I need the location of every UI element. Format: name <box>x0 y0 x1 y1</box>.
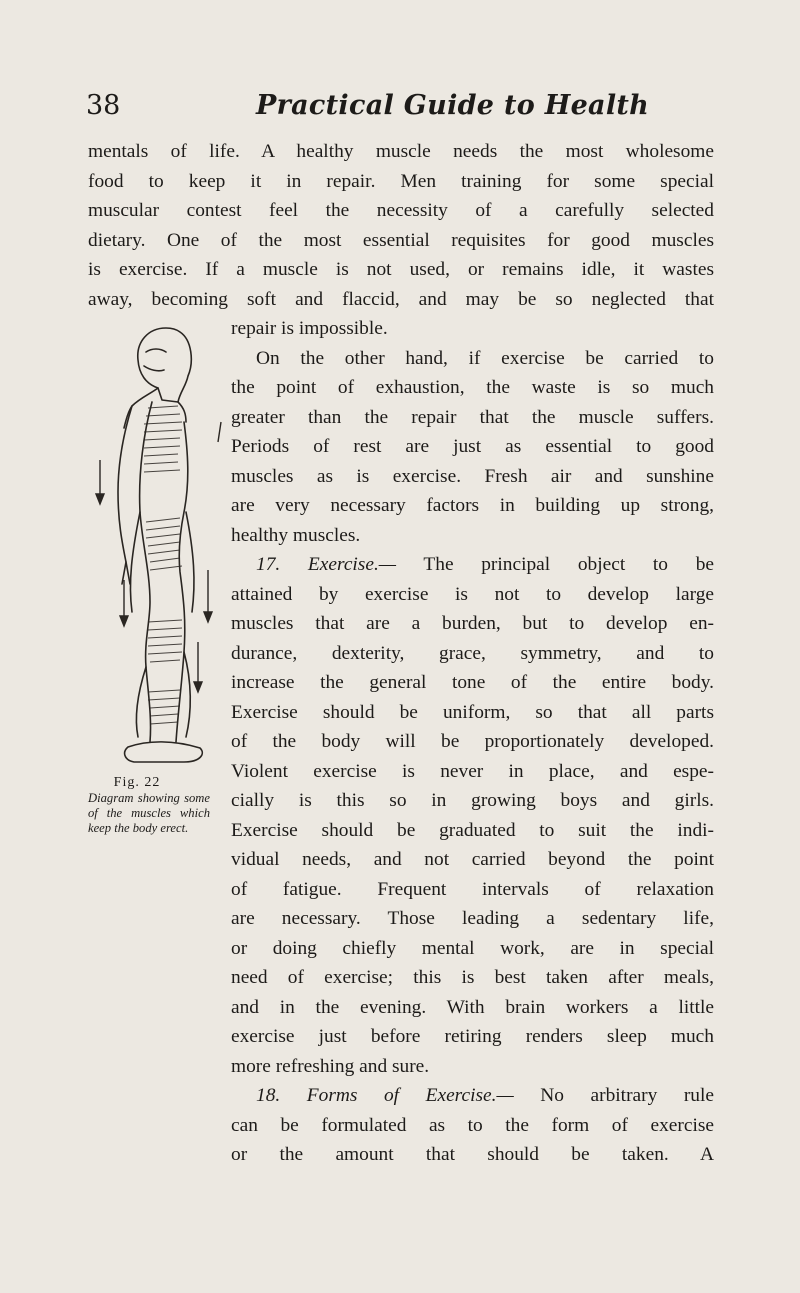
text-line: repair is impossible. <box>231 318 388 339</box>
figure-description: Diagram showing some of the muscles which keep the body erect. <box>88 791 210 835</box>
text-line: Exercise should be uniform, so that all parts <box>231 701 714 723</box>
text-line: of fatigue. Frequent intervals of relaxation <box>231 878 714 900</box>
text-line: away, becoming soft and flaccid, and may be so neglected that <box>88 288 714 310</box>
text-line: increase the general tone of the entire body. <box>231 672 714 693</box>
text-line: or doing chiefly mental work, are in special <box>231 937 714 959</box>
text-line: greater than the repair that the muscle suffers. <box>231 406 714 428</box>
text-line: dietary. One of the most essential requisites for good muscles <box>88 229 714 251</box>
section-18-heading-line: 18. Forms of Exercise.— No arbitrary rule <box>256 1085 714 1106</box>
figure-label: Fig. 22 <box>113 775 161 790</box>
text-line: are necessary. Those leading a sedentary life, <box>231 908 714 929</box>
text-line: muscular contest feel the necessity of a carefully selected <box>88 200 714 221</box>
text-line: durance, dexterity, grace, symmetry, and to <box>231 642 714 664</box>
figure-caption <box>88 775 238 836</box>
text-line: is exercise. If a muscle is not used, or remains idle, it wastes <box>88 259 714 280</box>
text-line: mentals of life. A healthy muscle needs the most wholesome <box>88 141 714 162</box>
text-line: and in the evening. With brain workers a little <box>231 996 714 1018</box>
text-line: exercise just before retiring renders sleep much <box>231 1026 714 1047</box>
text-line: need of exercise; this is best taken after meals, <box>231 967 714 988</box>
text-line: muscles that are a burden, but to develop en- <box>231 613 714 634</box>
text-line: can be formulated as to the form of exercise <box>231 1114 714 1136</box>
text-line: attained by exercise is not to develop large <box>231 583 714 605</box>
text-line: are very necessary factors in building up strong, <box>231 495 714 516</box>
text-line: Exercise should be graduated to suit the indi- <box>231 819 714 841</box>
section-17-heading-line: 17. Exercise.— The principal object to be <box>256 554 714 575</box>
page-header <box>0 88 800 124</box>
section-heading: 17. Exercise.— <box>256 554 397 575</box>
text-line: Violent exercise is never in place, and espe- <box>231 760 714 782</box>
text-line: Periods of rest are just as essential to good <box>231 436 714 457</box>
muscle-diagram-figure <box>88 322 233 772</box>
text-line: food to keep it in repair. Men training for some special <box>88 170 714 192</box>
text-line: muscles as is exercise. Fresh air and sunshine <box>231 465 714 487</box>
text-line: cially is this so in growing boys and girls. <box>231 790 714 811</box>
text-line: On the other hand, if exercise be carried to <box>256 347 714 369</box>
text-line: more refreshing and sure. <box>231 1055 430 1077</box>
section-heading: 18. Forms of Exercise.— <box>256 1085 514 1106</box>
page-number: 38 <box>86 90 121 121</box>
text-line: the point of exhaustion, the waste is so much <box>231 377 714 398</box>
text-line: of the body will be proportionately developed. <box>231 731 714 752</box>
text-line: vidual needs, and not carried beyond the point <box>231 849 714 870</box>
text-line: or the amount that should be taken. A <box>231 1144 714 1165</box>
text-line: healthy muscles. <box>231 524 361 546</box>
running-title: Practical Guide to Health <box>256 90 650 121</box>
